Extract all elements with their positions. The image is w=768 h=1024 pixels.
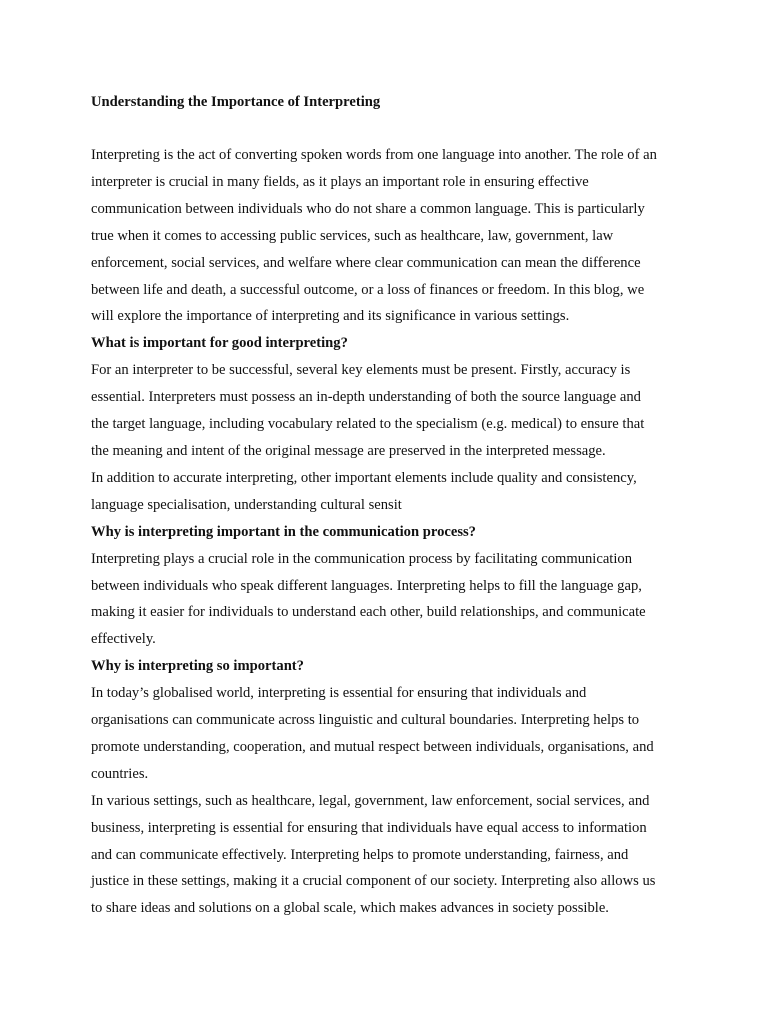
paragraph-line: Interpreting is the act of converting spoken words from one language into another. The role of an [91, 147, 657, 163]
paragraph-line: In today’s globalised world, interpreting is essential for ensuring that individuals and [91, 685, 587, 702]
document-title: Understanding the Importance of Interpreting [91, 94, 381, 110]
paragraph-line: enforcement, social services, and welfare where clear communication can mean the difference [91, 254, 641, 271]
section-heading: Why is interpreting so important? [91, 658, 304, 675]
paragraph-line: to share ideas and solutions on a global scale, which makes advances in society possible. [91, 900, 609, 917]
paragraph-line: between life and death, a successful outcome, or a loss of finances or freedom. In this blog, we [91, 281, 645, 298]
paragraph-line: the target language, including vocabulary related to the specialism (e.g. medical) to ensure that [91, 416, 645, 433]
document-body [91, 142, 681, 922]
paragraph-line: making it easier for individuals to understand each other, build relationships, and communicate [91, 604, 646, 621]
paragraph-line: promote understanding, cooperation, and mutual respect between individuals, organisations, and [91, 738, 654, 755]
paragraph-line: justice in these settings, making it a crucial component of our society. Interpreting also allows us [91, 873, 656, 890]
paragraph-line: organisations can communicate across linguistic and cultural boundaries. Interpreting helps to [91, 712, 640, 729]
paragraph-line: and can communicate effectively. Interpreting helps to promote understanding, fairness, and [91, 846, 629, 863]
section-heading: What is important for good interpreting? [91, 335, 348, 352]
paragraph-line: true when it comes to accessing public services, such as healthcare, law, government, law [91, 227, 614, 244]
paragraph-line: business, interpreting is essential for ensuring that individuals have equal access to information [91, 819, 647, 836]
paragraph-line: essential. Interpreters must possess an in-depth understanding of both the source language and [91, 389, 641, 406]
paragraph-line: language specialisation, understanding cultural sensit [91, 496, 402, 513]
paragraph-line: In various settings, such as healthcare, legal, government, law enforcement, social services, and [91, 792, 650, 809]
paragraph-line: Interpreting plays a crucial role in the communication process by facilitating communication [91, 550, 633, 567]
paragraph-line: In addition to accurate interpreting, other important elements include quality and consistency, [91, 469, 637, 486]
section-heading: Why is interpreting important in the communication process? [91, 523, 476, 540]
paragraph-line: countries. [91, 765, 149, 782]
paragraph-line: For an interpreter to be successful, several key elements must be present. Firstly, accuracy is [91, 362, 631, 379]
paragraph-line: will explore the importance of interpreting and its significance in various settings. [91, 308, 570, 325]
paragraph-line: interpreter is crucial in many fields, as it plays an important role in ensuring effective [91, 173, 589, 190]
paragraph-line: communication between individuals who do not share a common language. This is particularly [91, 200, 645, 217]
paragraph-line: the meaning and intent of the original message are preserved in the interpreted message. [91, 442, 606, 459]
paragraph-line: effectively. [91, 631, 156, 648]
paragraph-line: between individuals who speak different languages. Interpreting helps to fill the language gap, [91, 577, 642, 594]
